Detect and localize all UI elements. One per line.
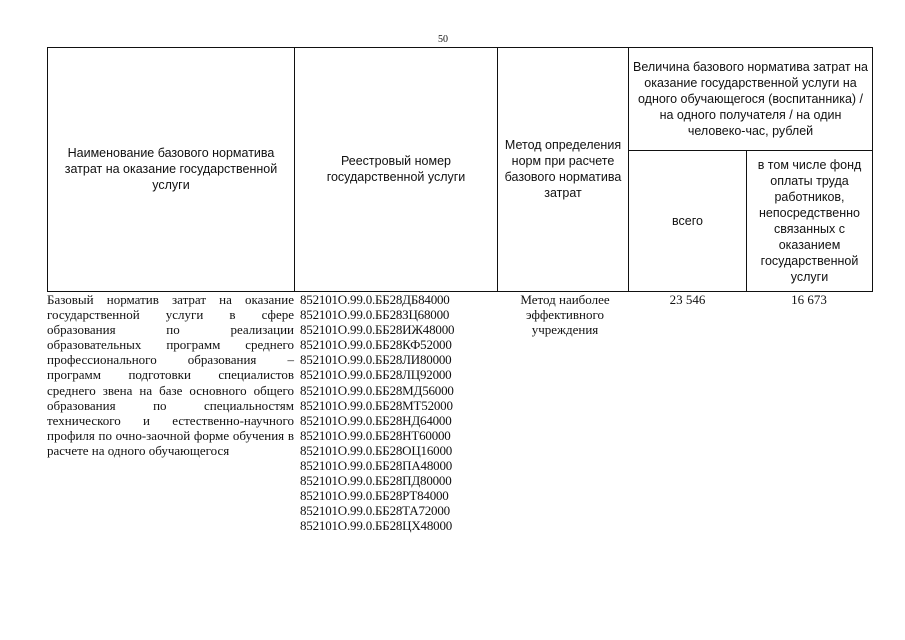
registry-code: 852101О.99.0.ББ28ДБ84000 (300, 292, 450, 307)
row-payroll-value: 16 673 (791, 292, 827, 307)
header-right-border (872, 47, 873, 292)
row-total-value: 23 546 (669, 292, 706, 307)
registry-code: 852101О.99.0.ББ28НТ60000 (300, 427, 451, 443)
row-service-name: Базовый норматив затрат на оказание государственной услуги в сфере образования по реализации образовательных программ среднего профессионального образования – программ подготовки специалистов среднего звена на базе основного общего образования по специальностям технического и естественно-научного профиля по очно-заочной форме обучения в расчете на одного обучающегося (47, 292, 294, 458)
header-name: Наименование базового норматива затрат на оказание государственной услуги (64, 146, 278, 192)
header-total: всего (672, 214, 703, 228)
registry-code: 852101О.99.0.ББ28КФ52000 (300, 337, 452, 353)
registry-code: 852101О.99.0.ББ28ОЦ16000 (300, 442, 453, 458)
table-header (47, 47, 873, 292)
registry-code: 852101О.99.0.ББ28РТ84000 (300, 488, 449, 504)
page-number: 50 (438, 34, 448, 45)
registry-code: 852101О.99.0.ББ28МТ52000 (300, 397, 453, 413)
registry-code: 852101О.99.0.ББ28МД56000 (300, 382, 454, 398)
header-registry: Реестровый номер государственной услуги (326, 154, 466, 184)
registry-code: 852101О.99.0.ББ28ЗЦ68000 (300, 307, 450, 323)
registry-code: 852101О.99.0.ББ28ЛЦ92000 (300, 367, 452, 383)
registry-code: 852101О.99.0.ББ28ПД80000 (300, 473, 452, 489)
header-payroll: в том числе фонд оплаты труда работников, непосредственно связанных с оказанием государственной услуги (757, 158, 862, 284)
row-method: Метод наиболее эффективного учреждения (520, 292, 610, 338)
registry-code: 852101О.99.0.ББ28НД64000 (300, 412, 452, 428)
registry-code: 852101О.99.0.ББ28ЛИ80000 (300, 352, 452, 368)
registry-code-list (300, 292, 500, 534)
registry-code: 852101О.99.0.ББ28ПА48000 (300, 458, 453, 474)
registry-code: 852101О.99.0.ББ28ЦХ48000 (300, 518, 453, 534)
registry-code: 852101О.99.0.ББ28ИЖ48000 (300, 322, 455, 338)
header-method: Метод определения норм при расчете базового норматива затрат (504, 138, 622, 200)
registry-code: 852101О.99.0.ББ28ТА72000 (300, 503, 450, 519)
header-value-group: Величина базового норматива затрат на оказание государственной услуги на одного обучающегося (воспитанника) / на одного получателя / на один человеко-час, рублей (633, 59, 868, 138)
